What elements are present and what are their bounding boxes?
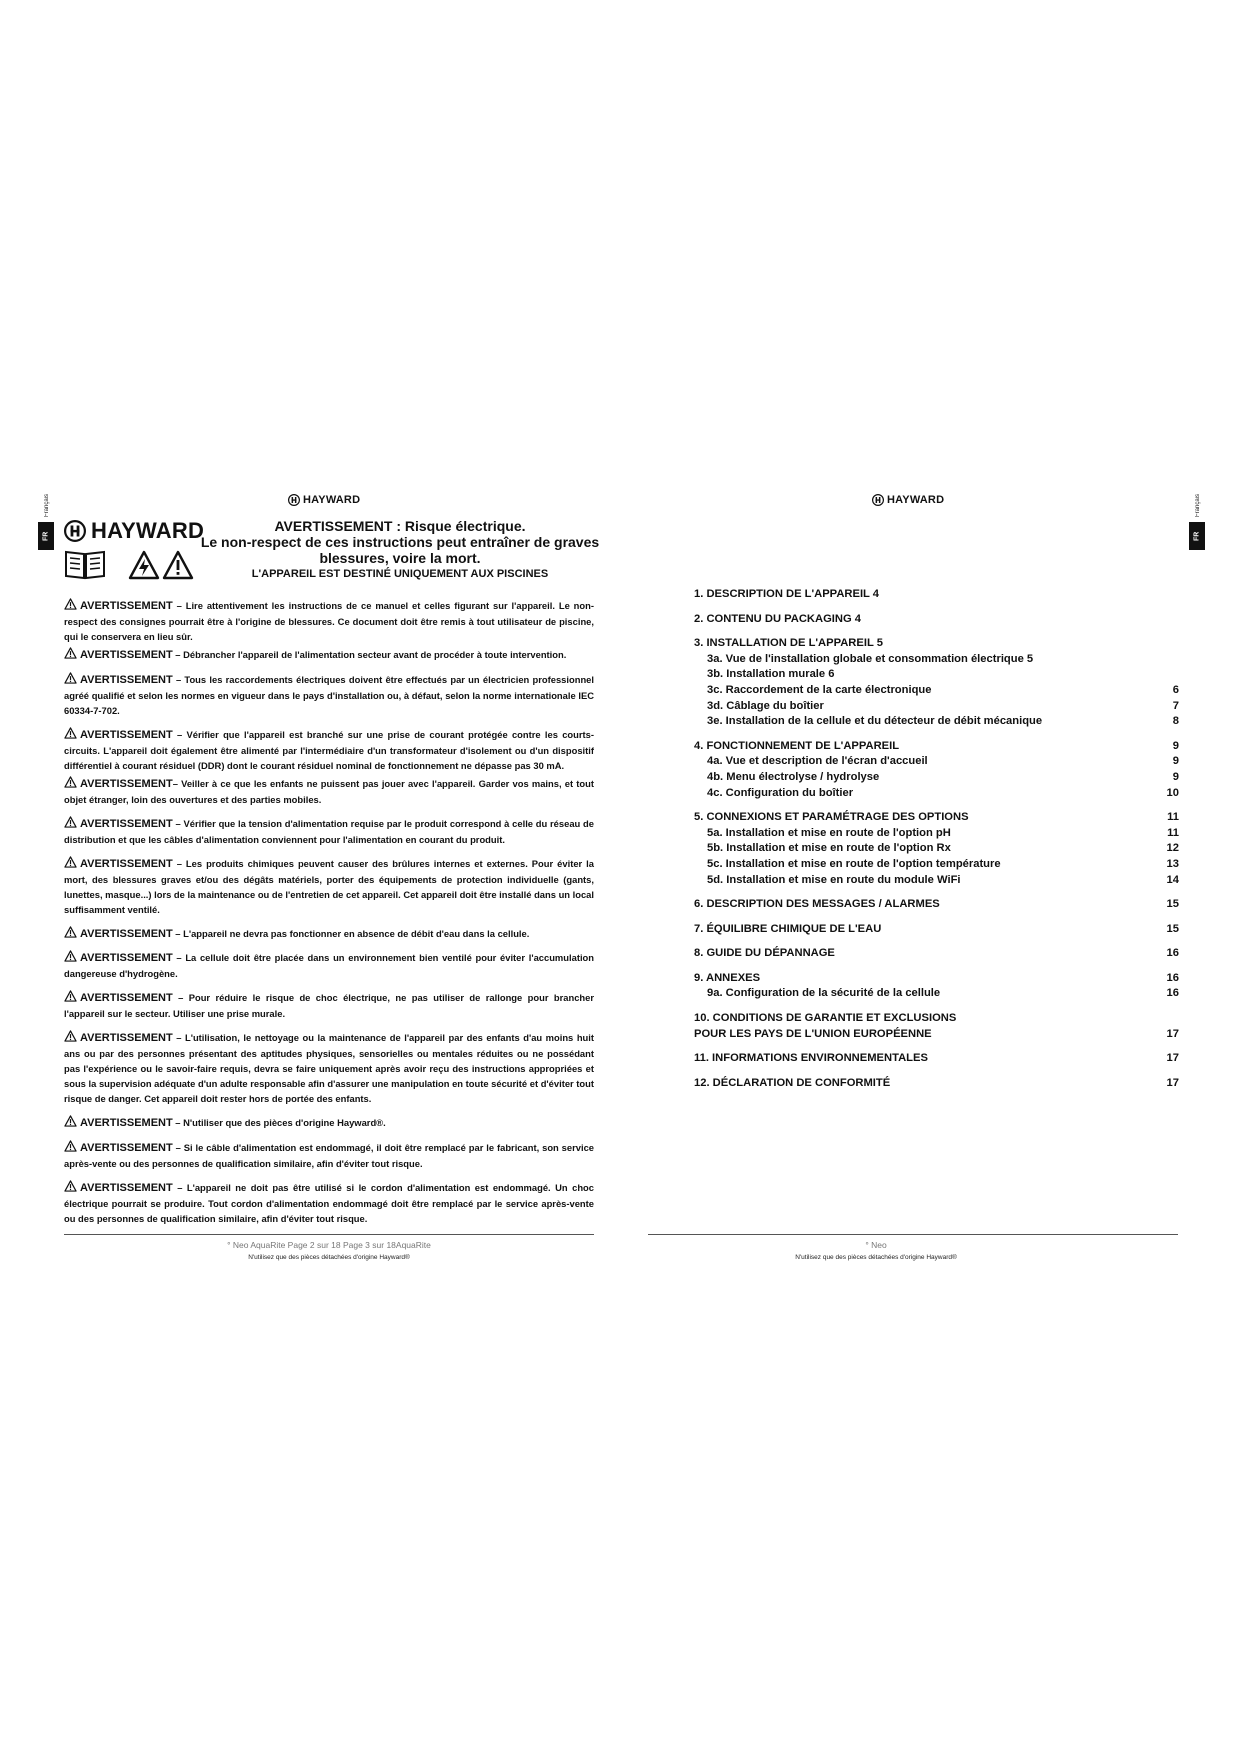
warning-triangle-icon	[64, 990, 77, 1002]
toc-label: 4c. Configuration du boîtier	[707, 786, 854, 799]
warning-title	[190, 518, 610, 566]
toc-label: 9a. Configuration de la sécurité de la cellule	[707, 987, 941, 1000]
toc-subentry[interactable]	[694, 714, 1179, 730]
toc-entry[interactable]	[694, 587, 1179, 603]
toc-label: 6. DESCRIPTION DES MESSAGES / ALARMES	[694, 898, 940, 911]
toc-page-number: 15	[1166, 922, 1179, 935]
warning-text: – L'appareil ne doit pas être utilisé si le cordon d'alimentation est endommagé. Un choc électrique pourrait se produire. Tout cordon d'alimentation endommagé doit être remplacé par le service après-vente ou des personnes de qualification similaire, afin d'éviter tout risque.	[64, 1182, 594, 1224]
toc-gap	[694, 937, 1179, 946]
toc-label: 1. DESCRIPTION DE L'APPAREIL 4	[694, 588, 880, 600]
warning-text: – N'utiliser que des pièces d'origine Hayward®.	[172, 1117, 386, 1128]
toc-entry[interactable]	[694, 1076, 1179, 1092]
hayward-logo-icon	[288, 494, 300, 506]
warning-triangle-icon	[64, 647, 77, 659]
toc-gap	[694, 627, 1179, 636]
warning-text: – Vérifier que l'appareil est branché sur une prise de courant protégée contre les courts-circuits. L'appareil doit également être alimenté par l'intermédiaire d'un transformateur d'isolement ou d'un dispositif différentiel à courant résiduel (DDR) dont le courant résiduel nominal de fonctionnement ne dépasse pas 30 mA.	[64, 729, 594, 771]
toc-page-number: 9	[1172, 770, 1179, 783]
toc-gap	[694, 962, 1179, 971]
toc-label: 5b. Installation et mise en route de l'option Rx	[707, 842, 951, 855]
footer-model-pages: ° Neo AquaRite Page 2 sur 18 Page 3 sur 18AquaRite	[227, 1240, 431, 1250]
toc-label: 5. CONNEXIONS ET PARAMÉTRAGE DES OPTIONS	[694, 811, 969, 824]
warning-item	[64, 1140, 594, 1171]
header-brand-right: HAYWARD	[887, 494, 945, 506]
language-label-right: Français	[1195, 494, 1201, 518]
warning-text: – L'appareil ne devra pas fonctionner en absence de débit d'eau dans la cellule.	[172, 928, 530, 939]
footer-divider-right	[648, 1234, 1178, 1235]
toc-label: 5c. Installation et mise en route de l'option température	[707, 857, 1001, 870]
toc-label: 4a. Vue et description de l'écran d'accueil	[707, 755, 928, 768]
toc-page-number: 17	[1166, 1076, 1179, 1089]
warning-lead: AVERTISSEMENT	[80, 928, 173, 940]
warning-lead: AVERTISSEMENT	[80, 818, 173, 830]
toc-label: 9. ANNEXES	[694, 971, 761, 984]
warning-triangle-icon	[64, 926, 77, 938]
warning-text: – Lire attentivement les instructions de ce manuel et celles figurant sur l'appareil. Le non-respect des consignes pourrait être à l'origine de blessures. Ce document doit être remis à tout utilisateur de piscine, qui le conservera en lieu sûr.	[64, 600, 594, 642]
toc-label: 5d. Installation et mise en route du module WiFi	[707, 873, 961, 886]
table-of-contents	[694, 587, 1179, 1091]
toc-subentry[interactable]	[694, 667, 1179, 683]
toc-page-number: 9	[1172, 739, 1179, 752]
language-tab: FR	[38, 522, 54, 550]
toc-subentry[interactable]	[694, 770, 1179, 786]
toc-page-number: 11	[1167, 826, 1179, 839]
warning-lead: AVERTISSEMENT	[80, 1142, 173, 1154]
toc-page-number: 9	[1172, 755, 1179, 768]
toc-label: 3a. Vue de l'installation globale et consommation électrique 5	[707, 652, 1034, 665]
warning-lead: AVERTISSEMENT	[80, 600, 173, 612]
warning-item	[64, 1180, 594, 1226]
toc-page-number: 16	[1166, 971, 1179, 984]
warning-lead: AVERTISSEMENT	[80, 778, 173, 790]
toc-subentry[interactable]	[694, 786, 1179, 802]
hayward-logo-icon	[64, 520, 86, 542]
warning-triangle-icon	[64, 1115, 77, 1127]
toc-gap	[694, 603, 1179, 612]
toc-page-number: 12	[1166, 842, 1179, 855]
warning-triangle-icon	[64, 1030, 77, 1042]
warning-triangle-icon	[64, 598, 77, 610]
warning-triangle-icon	[64, 727, 77, 739]
warning-lead: AVERTISSEMENT	[80, 952, 173, 964]
toc-label: 8. GUIDE DU DÉPANNAGE	[694, 947, 835, 960]
toc-label: 3. INSTALLATION DE L'APPAREIL 5	[694, 637, 883, 650]
warning-lead: AVERTISSEMENT	[80, 1117, 173, 1129]
warning-text: – Tous les raccordements électriques doivent être effectués par un électricien professionnel agréé qualifié et selon les normes en vigueur dans le pays d'installation ou, à défaut, selon la norme internationale IEC 60334-7-702.	[64, 674, 594, 716]
footer-notice-right: N'utilisez que des pièces détachées d'origine Hayward®	[795, 1254, 957, 1261]
warning-triangle-icon	[64, 1140, 77, 1152]
header-logo-right	[872, 494, 944, 506]
warning-text: – L'utilisation, le nettoyage ou la maintenance de l'appareil par des enfants d'au moins huit ans ou par des personnes présentant des aptitudes physiques, sensorielles ou mentales réduites ou ne possédant pas l'expérience ou le savoir-faire requis, devra se faire uniquement après avoir reçu des instructions appropriées et sous la supervision adéquate d'un adulte responsable afin d'assurer une manipulation en toute sécurité et d'éviter tout risque de danger. Cet appareil doit rester hors de portée des enfants.	[64, 1032, 594, 1104]
warning-title-line3: blessures, voire la mort.	[319, 550, 481, 566]
warning-text: – Les produits chimiques peuvent causer des brûlures internes et externes. Pour éviter la mort, des blessures graves et/ou des dégâts matériels, porter des équipements de protection individuelle (gants, lunettes, masque...) lors de la maintenance ou de l'entretien de cet appareil. Cet appareil doit être installé dans un local suffisamment ventilé.	[64, 858, 594, 915]
toc-entry[interactable]	[694, 1051, 1179, 1067]
toc-gap	[694, 1002, 1179, 1011]
footer-model-right: ° Neo	[865, 1240, 887, 1250]
warning-text: – La cellule doit être placée dans un environnement bien ventilé pour éviter l'accumulation dangereuse d'hydrogène.	[64, 952, 594, 979]
toc-entry[interactable]	[694, 1027, 1179, 1043]
toc-subentry[interactable]	[694, 826, 1179, 842]
toc-subentry[interactable]	[694, 652, 1179, 668]
toc-gap	[694, 801, 1179, 810]
toc-gap	[694, 888, 1179, 897]
toc-page-number: 7	[1172, 699, 1179, 712]
hayward-logo-icon	[872, 494, 884, 506]
toc-label: 4b. Menu électrolyse / hydrolyse	[707, 770, 880, 783]
toc-label: 2. CONTENU DU PACKAGING 4	[694, 612, 861, 625]
warning-title-line1: AVERTISSEMENT : Risque électrique.	[274, 518, 526, 534]
toc-page-number: 11	[1167, 811, 1179, 824]
toc-subentry[interactable]	[694, 754, 1179, 770]
warning-triangle-icon	[64, 1180, 77, 1192]
warnings-list	[64, 598, 594, 1226]
toc-subentry[interactable]	[694, 986, 1179, 1002]
warning-item	[64, 816, 594, 847]
toc-subentry[interactable]	[694, 857, 1179, 873]
warning-text: – Pour réduire le risque de choc électrique, ne pas utiliser de rallonge pour brancher l'appareil sur le secteur. Utiliser une prise murale.	[64, 992, 594, 1019]
toc-entry[interactable]	[694, 636, 1179, 652]
warning-triangle-icon	[64, 672, 77, 684]
warning-item	[64, 856, 594, 917]
warning-lead: AVERTISSEMENT	[80, 649, 173, 661]
warning-lead: AVERTISSEMENT	[80, 1032, 173, 1044]
warning-item	[64, 1030, 594, 1106]
footer-divider	[64, 1234, 594, 1235]
warning-item	[64, 950, 594, 981]
warning-text: – Vérifier que la tension d'alimentation requise par le produit correspond à celle du réseau de distribution et que les câbles d'alimentation conviennent pour l'alimentation en courant du produit.	[64, 818, 594, 845]
toc-label: 3c. Raccordement de la carte électronique	[707, 683, 932, 696]
toc-label: 5a. Installation et mise en route de l'option pH	[707, 826, 951, 839]
toc-page-number: 6	[1172, 683, 1179, 696]
warning-item	[64, 647, 594, 663]
toc-entry[interactable]	[694, 810, 1179, 826]
electric-hazard-icon	[128, 550, 160, 580]
toc-gap	[694, 1067, 1179, 1076]
toc-label: 3e. Installation de la cellule et du détecteur de débit mécanique	[707, 715, 1043, 728]
warning-item	[64, 672, 594, 718]
toc-subentry[interactable]	[694, 683, 1179, 699]
warning-triangle-icon	[64, 816, 77, 828]
toc-page-number: 16	[1166, 987, 1179, 1000]
toc-entry[interactable]	[694, 1011, 1179, 1027]
toc-label: 3b. Installation murale 6	[707, 668, 835, 681]
toc-entry[interactable]	[694, 739, 1179, 755]
toc-page-number: 8	[1172, 715, 1179, 728]
warning-item	[64, 727, 594, 773]
language-label: Français	[44, 494, 50, 518]
header-logo-left	[288, 494, 360, 506]
toc-page-number: 13	[1166, 857, 1179, 870]
toc-entry[interactable]	[694, 971, 1179, 987]
warning-lead: AVERTISSEMENT	[80, 729, 173, 741]
warning-item	[64, 776, 594, 807]
warning-item	[64, 1115, 594, 1131]
warning-item	[64, 990, 594, 1021]
toc-entry[interactable]	[694, 922, 1179, 938]
manual-book-icon	[64, 548, 106, 580]
toc-subentry[interactable]	[694, 699, 1179, 715]
warning-lead: AVERTISSEMENT	[80, 858, 173, 870]
title-logo	[64, 518, 204, 544]
warning-item	[64, 926, 594, 942]
toc-label: 4. FONCTIONNEMENT DE L'APPAREIL	[694, 739, 900, 752]
toc-entry[interactable]	[694, 612, 1179, 628]
toc-subentry[interactable]	[694, 841, 1179, 857]
toc-page-number: 16	[1166, 947, 1179, 960]
warning-title-line2: Le non-respect de ces instructions peut entraîner de graves	[200, 534, 600, 550]
warning-item	[64, 598, 594, 644]
toc-label: 7. ÉQUILIBRE CHIMIQUE DE L'EAU	[694, 922, 882, 935]
toc-page-number: 17	[1166, 1052, 1179, 1065]
footer-notice: N'utilisez que des pièces détachées d'origine Hayward®	[248, 1254, 410, 1261]
warning-lead: AVERTISSEMENT	[80, 674, 173, 686]
warning-triangle-icon	[64, 856, 77, 868]
toc-gap	[694, 913, 1179, 922]
toc-page-number: 14	[1166, 873, 1179, 886]
warning-text: – Débrancher l'appareil de l'alimentation secteur avant de procéder à toute intervention.	[172, 649, 567, 660]
toc-label: 3d. Câblage du boîtier	[707, 699, 824, 712]
toc-page-number: 15	[1166, 898, 1179, 911]
warning-text: – Veiller à ce que les enfants ne puissent pas jouer avec l'appareil. Garder vos mains, et tout objet étranger, loin des ouvertures et des parties mobiles.	[64, 778, 594, 805]
toc-label: 12. DÉCLARATION DE CONFORMITÉ	[694, 1076, 891, 1089]
toc-label: 11. INFORMATIONS ENVIRONNEMENTALES	[694, 1052, 928, 1065]
toc-page-number: 17	[1166, 1027, 1179, 1040]
warning-lead: AVERTISSEMENT	[80, 992, 173, 1004]
warning-triangle-icon	[64, 776, 77, 788]
toc-entry[interactable]	[694, 946, 1179, 962]
warning-text: – Si le câble d'alimentation est endommagé, il doit être remplacé par le fabricant, son service après-vente ou des personnes de qualification similaire, afin d'éviter tout risque.	[64, 1142, 594, 1169]
toc-gap	[694, 730, 1179, 739]
toc-page-number: 10	[1166, 786, 1179, 799]
title-brand: HAYWARD	[91, 518, 205, 543]
toc-entry[interactable]	[694, 897, 1179, 913]
toc-gap	[694, 1042, 1179, 1051]
warning-triangle-icon	[64, 950, 77, 962]
toc-label: POUR LES PAYS DE L'UNION EUROPÉENNE	[694, 1027, 932, 1040]
warning-lead: AVERTISSEMENT	[80, 1182, 173, 1194]
language-tab-right: FR	[1189, 522, 1205, 550]
header-brand: HAYWARD	[303, 494, 361, 506]
pool-only-notice: L'APPAREIL EST DESTINÉ UNIQUEMENT AUX PISCINES	[251, 568, 549, 580]
toc-label: 10. CONDITIONS DE GARANTIE ET EXCLUSIONS	[694, 1012, 957, 1025]
toc-subentry[interactable]	[694, 873, 1179, 889]
